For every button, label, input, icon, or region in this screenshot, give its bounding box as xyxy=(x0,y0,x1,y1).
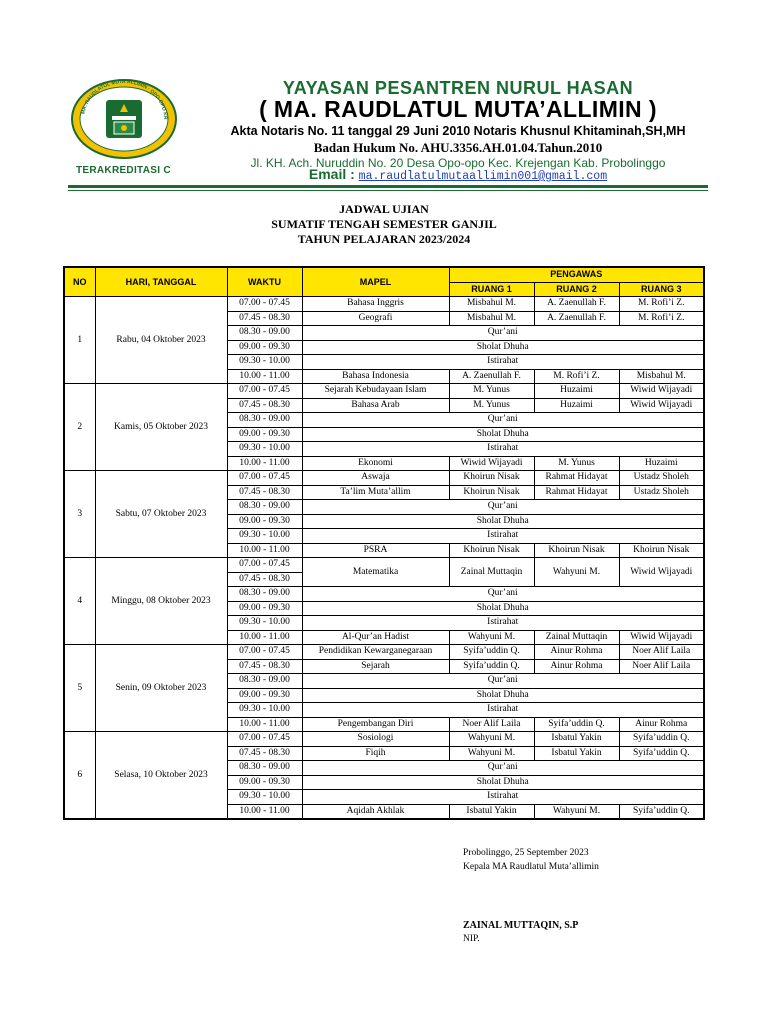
time-slot: 07.45 - 08.30 xyxy=(227,398,302,413)
legal-entity-line: Badan Hukum No. AHU.3356.AH.01.04.Tahun.2010 xyxy=(313,140,603,155)
email-line xyxy=(208,166,708,183)
supervisor-room-2: Isbatul Yakin xyxy=(534,746,619,761)
foundation-name: YAYASAN PESANTREN NURUL HASAN xyxy=(282,78,634,98)
signature-place-date: Probolinggo, 25 September 2023 xyxy=(463,848,589,858)
activity-cell: Qur’ani xyxy=(302,761,704,776)
supervisor-room-1: Noer Alif Laila xyxy=(449,717,534,732)
subject-cell: Fiqih xyxy=(302,746,449,761)
time-slot: 08.30 - 09.00 xyxy=(227,587,302,602)
time-slot: 09.30 - 10.00 xyxy=(227,790,302,805)
activity-cell: Qur’ani xyxy=(302,413,704,428)
supervisor-room-3: Wiwid Wijayadi xyxy=(619,630,704,645)
day-date: Senin, 09 Oktober 2023 xyxy=(95,645,227,732)
subject-cell: Bahasa Inggris xyxy=(302,297,449,312)
supervisor-room-1: M. Yunus xyxy=(449,398,534,413)
accreditation-label: TERAKREDITASI C xyxy=(76,165,171,176)
time-slot: 07.00 - 07.45 xyxy=(227,732,302,747)
time-slot: 09.30 - 10.00 xyxy=(227,529,302,544)
supervisor-room-2: Ainur Rohma xyxy=(534,645,619,660)
time-slot: 09.30 - 10.00 xyxy=(227,703,302,718)
supervisor-room-2: Zainal Muttaqin xyxy=(534,630,619,645)
time-slot: 07.00 - 07.45 xyxy=(227,297,302,312)
header-room-2: RUANG 2 xyxy=(534,282,619,297)
supervisor-room-3: Wiwid Wijayadi xyxy=(619,384,704,399)
subject-cell: Sosiologi xyxy=(302,732,449,747)
title-line-3: TAHUN PELAJARAN 2023/2024 xyxy=(297,232,471,246)
time-slot: 10.00 - 11.00 xyxy=(227,630,302,645)
supervisor-room-1: Zainal Muttaqin xyxy=(449,558,534,587)
time-slot: 10.00 - 11.00 xyxy=(227,369,302,384)
time-slot: 09.30 - 10.00 xyxy=(227,442,302,457)
supervisor-room-3: Syifa’uddin Q. xyxy=(619,732,704,747)
table-row xyxy=(64,297,704,312)
school-logo xyxy=(70,78,178,160)
notary-line: Akta Notaris No. 11 tanggal 29 Juni 2010 Notaris Khusnul Khitaminah,SH,MH xyxy=(230,124,686,138)
time-slot: 07.45 - 08.30 xyxy=(227,572,302,587)
subject-cell: Al-Qur’an Hadist xyxy=(302,630,449,645)
day-number: 3 xyxy=(64,471,95,558)
supervisor-room-2: Khoirun Nisak xyxy=(534,543,619,558)
day-date: Selasa, 10 Oktober 2023 xyxy=(95,732,227,820)
day-date: Rabu, 04 Oktober 2023 xyxy=(95,297,227,384)
activity-cell: Qur’ani xyxy=(302,587,704,602)
time-slot: 08.30 - 09.00 xyxy=(227,500,302,515)
supervisor-room-1: M. Yunus xyxy=(449,384,534,399)
supervisor-room-1: Isbatul Yakin xyxy=(449,804,534,819)
subject-cell: PSRA xyxy=(302,543,449,558)
activity-cell: Sholat Dhuha xyxy=(302,775,704,790)
time-slot: 09.00 - 09.30 xyxy=(227,340,302,355)
supervisor-room-2: Syifa’uddin Q. xyxy=(534,717,619,732)
subject-cell: Sejarah xyxy=(302,659,449,674)
schedule-body xyxy=(64,297,704,820)
supervisor-room-3: Ustadz Sholeh xyxy=(619,485,704,500)
supervisor-room-2: Wahyuni M. xyxy=(534,804,619,819)
subject-cell: Bahasa Arab xyxy=(302,398,449,413)
supervisor-room-3: Misbahul M. xyxy=(619,369,704,384)
day-number: 2 xyxy=(64,384,95,471)
activity-cell: Istirahat xyxy=(302,703,704,718)
time-slot: 08.30 - 09.00 xyxy=(227,326,302,341)
activity-cell: Qur’ani xyxy=(302,500,704,515)
time-slot: 09.30 - 10.00 xyxy=(227,355,302,370)
supervisor-room-2: Ainur Rohma xyxy=(534,659,619,674)
table-row xyxy=(64,471,704,486)
time-slot: 08.30 - 09.00 xyxy=(227,674,302,689)
time-slot: 09.00 - 09.30 xyxy=(227,601,302,616)
document-title xyxy=(0,202,768,247)
supervisor-room-3: Noer Alif Laila xyxy=(619,645,704,660)
time-slot: 09.00 - 09.30 xyxy=(227,688,302,703)
header-supervisors: PENGAWAS xyxy=(449,267,704,282)
supervisor-room-1: Wahyuni M. xyxy=(449,630,534,645)
subject-cell: Sejarah Kebudayaan Islam xyxy=(302,384,449,399)
time-slot: 07.00 - 07.45 xyxy=(227,558,302,573)
activity-cell: Istirahat xyxy=(302,442,704,457)
header-room-1: RUANG 1 xyxy=(449,282,534,297)
activity-cell: Sholat Dhuha xyxy=(302,688,704,703)
time-slot: 08.30 - 09.00 xyxy=(227,413,302,428)
supervisor-room-3: Khoirun Nisak xyxy=(619,543,704,558)
supervisor-room-1: Khoirun Nisak xyxy=(449,471,534,486)
supervisor-room-2: Wahyuni M. xyxy=(534,558,619,587)
supervisor-room-1: A. Zaenullah F. xyxy=(449,369,534,384)
time-slot: 10.00 - 11.00 xyxy=(227,804,302,819)
header-no: NO xyxy=(64,267,95,297)
supervisor-room-2: Huzaimi xyxy=(534,384,619,399)
supervisor-room-1: Khoirun Nisak xyxy=(449,543,534,558)
supervisor-room-3: M. Rofi’i Z. xyxy=(619,311,704,326)
day-number: 5 xyxy=(64,645,95,732)
supervisor-room-2: Rahmat Hidayat xyxy=(534,485,619,500)
day-date: Kamis, 05 Oktober 2023 xyxy=(95,384,227,471)
subject-cell: Ta’lim Muta’allim xyxy=(302,485,449,500)
table-row xyxy=(64,558,704,573)
time-slot: 07.00 - 07.45 xyxy=(227,471,302,486)
subject-cell: Geografi xyxy=(302,311,449,326)
time-slot: 10.00 - 11.00 xyxy=(227,543,302,558)
time-slot: 07.00 - 07.45 xyxy=(227,384,302,399)
subject-cell: Aswaja xyxy=(302,471,449,486)
time-slot: 09.00 - 09.30 xyxy=(227,775,302,790)
signature-name: ZAINAL MUTTAQIN, S.P xyxy=(463,920,579,931)
table-row xyxy=(64,384,704,399)
email-link[interactable]: ma.raudlatulmutaallimin001@gmail.com xyxy=(358,170,608,183)
activity-cell: Istirahat xyxy=(302,355,704,370)
header-divider-thick xyxy=(68,185,708,188)
table-row xyxy=(64,645,704,660)
supervisor-room-3: M. Rofi’i Z. xyxy=(619,297,704,312)
supervisor-room-1: Wiwid Wijayadi xyxy=(449,456,534,471)
day-number: 1 xyxy=(64,297,95,384)
subject-cell: Aqidah Akhlak xyxy=(302,804,449,819)
supervisor-room-2: Huzaimi xyxy=(534,398,619,413)
svg-text:MA. RAUDLATUL MUTA'ALLIMIN · O: MA. RAUDLATUL MUTA'ALLIMIN · OPO-OPO KR xyxy=(80,78,169,120)
activity-cell: Sholat Dhuha xyxy=(302,514,704,529)
subject-cell: Matematika xyxy=(302,558,449,587)
time-slot: 07.45 - 08.30 xyxy=(227,746,302,761)
supervisor-room-2: M. Yunus xyxy=(534,456,619,471)
time-slot: 10.00 - 11.00 xyxy=(227,717,302,732)
supervisor-room-1: Syifa’uddin Q. xyxy=(449,659,534,674)
header-divider-thin xyxy=(68,190,708,191)
activity-cell: Istirahat xyxy=(302,790,704,805)
signature-position: Kepala MA Raudlatul Muta’allimin xyxy=(463,862,599,872)
day-number: 6 xyxy=(64,732,95,820)
activity-cell: Qur’ani xyxy=(302,674,704,689)
activity-cell: Sholat Dhuha xyxy=(302,340,704,355)
supervisor-room-2: Isbatul Yakin xyxy=(534,732,619,747)
header-subject: MAPEL xyxy=(302,267,449,297)
email-label: Email : xyxy=(308,166,355,182)
supervisor-room-3: Wiwid Wijayadi xyxy=(619,558,704,587)
supervisor-room-1: Misbahul M. xyxy=(449,297,534,312)
activity-cell: Qur’ani xyxy=(302,326,704,341)
day-date: Sabtu, 07 Oktober 2023 xyxy=(95,471,227,558)
address-line: Jl. KH. Ach. Nuruddin No. 20 Desa Opo-opo Kec. Krejengan Kab. Probolinggo xyxy=(250,156,666,170)
time-slot: 07.45 - 08.30 xyxy=(227,659,302,674)
subject-cell: Ekonomi xyxy=(302,456,449,471)
time-slot: 08.30 - 09.00 xyxy=(227,761,302,776)
table-row xyxy=(64,732,704,747)
subject-cell: Pendidikan Kewarganegaraan xyxy=(302,645,449,660)
exam-schedule-table xyxy=(63,266,705,820)
supervisor-room-1: Wahyuni M. xyxy=(449,746,534,761)
header-room-3: RUANG 3 xyxy=(619,282,704,297)
activity-cell: Istirahat xyxy=(302,616,704,631)
signature-nip: NIP. xyxy=(463,934,480,944)
supervisor-room-3: Noer Alif Laila xyxy=(619,659,704,674)
header-time: WAKTU xyxy=(227,267,302,297)
supervisor-room-2: M. Rofi’i Z. xyxy=(534,369,619,384)
day-number: 4 xyxy=(64,558,95,645)
time-slot: 09.30 - 10.00 xyxy=(227,616,302,631)
school-name: ( MA. RAUDLATUL MUTA’ALLIMIN ) xyxy=(259,96,657,122)
supervisor-room-3: Ustadz Sholeh xyxy=(619,471,704,486)
supervisor-room-1: Wahyuni M. xyxy=(449,732,534,747)
supervisor-room-3: Wiwid Wijayadi xyxy=(619,398,704,413)
activity-cell: Sholat Dhuha xyxy=(302,601,704,616)
title-line-1: JADWAL UJIAN xyxy=(339,202,429,216)
day-date: Minggu, 08 Oktober 2023 xyxy=(95,558,227,645)
supervisor-room-3: Syifa’uddin Q. xyxy=(619,804,704,819)
supervisor-room-2: A. Zaenullah F. xyxy=(534,297,619,312)
time-slot: 09.00 - 09.30 xyxy=(227,514,302,529)
supervisor-room-1: Misbahul M. xyxy=(449,311,534,326)
supervisor-room-1: Syifa’uddin Q. xyxy=(449,645,534,660)
header-day: HARI, TANGGAL xyxy=(95,267,227,297)
supervisor-room-2: A. Zaenullah F. xyxy=(534,311,619,326)
supervisor-room-2: Rahmat Hidayat xyxy=(534,471,619,486)
supervisor-room-3: Syifa’uddin Q. xyxy=(619,746,704,761)
time-slot: 07.00 - 07.45 xyxy=(227,645,302,660)
title-line-2: SUMATIF TENGAH SEMESTER GANJIL xyxy=(271,217,497,231)
time-slot: 10.00 - 11.00 xyxy=(227,456,302,471)
supervisor-room-3: Huzaimi xyxy=(619,456,704,471)
supervisor-room-3: Ainur Rohma xyxy=(619,717,704,732)
time-slot: 07.45 - 08.30 xyxy=(227,485,302,500)
time-slot: 07.45 - 08.30 xyxy=(227,311,302,326)
activity-cell: Sholat Dhuha xyxy=(302,427,704,442)
subject-cell: Pengembangan Diri xyxy=(302,717,449,732)
activity-cell: Istirahat xyxy=(302,529,704,544)
time-slot: 09.00 - 09.30 xyxy=(227,427,302,442)
subject-cell: Bahasa Indonesia xyxy=(302,369,449,384)
supervisor-room-1: Khoirun Nisak xyxy=(449,485,534,500)
